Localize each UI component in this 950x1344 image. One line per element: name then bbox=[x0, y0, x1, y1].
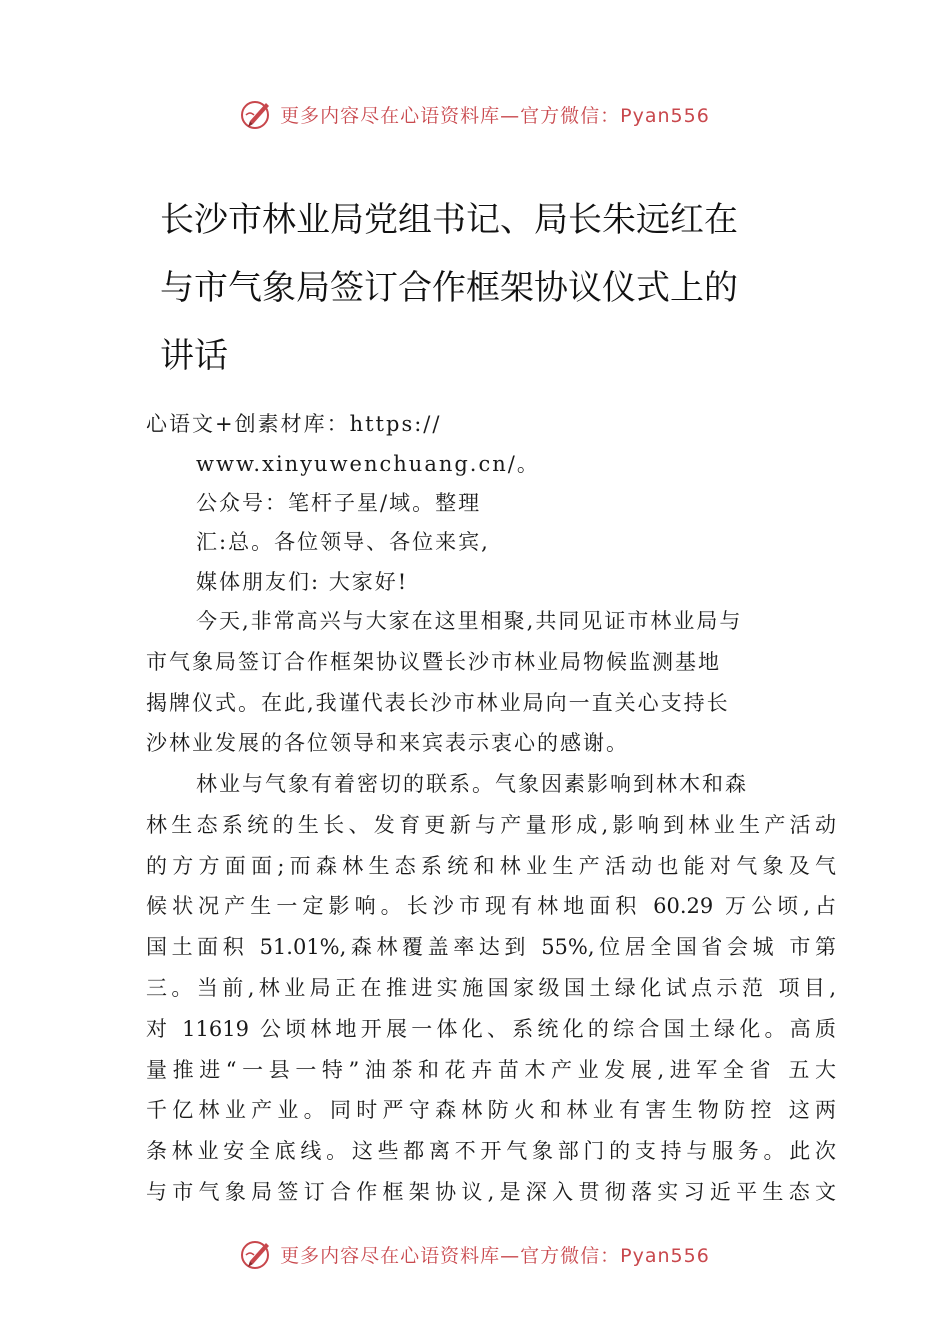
body-paragraph bbox=[146, 601, 836, 764]
pen-writing-logo-icon bbox=[240, 1237, 274, 1271]
paragraph-line: 候状况产生一定影响。长沙市现有林地面积 60.29 万公顷,占 bbox=[146, 894, 836, 919]
paragraph-line: 市气象局签订合作框架协议暨长沙市林业局物候监测基地 bbox=[146, 649, 721, 674]
footer-banner-text: 更多内容尽在心语资料库—官方微信：Pyan556 bbox=[280, 1244, 710, 1267]
paragraph-line: 千亿林业产业。同时严守森林防火和林业有害生物防控 这两 bbox=[146, 1098, 836, 1123]
intro-source-line: 心语文+创素材库：https:// bbox=[146, 412, 442, 436]
pen-writing-logo-icon bbox=[240, 97, 274, 131]
paragraph-line: 条林业安全底线。这些都离不开气象部门的支持与服务。此次 bbox=[146, 1139, 836, 1164]
body-paragraph bbox=[146, 764, 836, 1213]
paragraph-line: 对 11619 公顷林地开展一体化、系统化的综合国土绿化。高质 bbox=[146, 1016, 836, 1041]
paragraph-line: 量推进“一县一特”油茶和花卉苗木产业发展,进军全省 五大 bbox=[146, 1057, 836, 1082]
footer-banner bbox=[0, 1234, 950, 1274]
paragraph-line: 沙林业发展的各位领导和来宾表示衷心的感谢。 bbox=[146, 731, 629, 756]
paragraph-line: 林生态系统的生长、发育更新与产量形成,影响到林业生产活动 bbox=[146, 812, 836, 837]
greeting-line: 汇:总。各位领导、各位来宾, bbox=[196, 530, 490, 554]
paragraph-line: 与市气象局签订合作框架协议,是深入贯彻落实习近平生态文 bbox=[146, 1179, 836, 1204]
header-banner bbox=[0, 94, 950, 134]
paragraph-line: 国土面积 51.01%,森林覆盖率达到 55%,位居全国省会城 市第 bbox=[146, 935, 836, 960]
title-line: 长沙市林业局党组书记、局长朱远红在 bbox=[160, 200, 738, 240]
title-line: 讲话 bbox=[160, 336, 228, 376]
paragraph-line: 揭牌仪式。在此,我谨代表长沙市林业局向一直关心支持长 bbox=[146, 690, 730, 715]
header-banner-text: 更多内容尽在心语资料库—官方微信：Pyan556 bbox=[280, 104, 710, 127]
intro-url-line: www.xinyuwenchuang.cn/。 bbox=[196, 452, 540, 476]
paragraph-line: 林业与气象有着密切的联系。气象因素影响到林木和森 bbox=[196, 772, 748, 796]
paragraph-line: 的方方面面;而森林生态系统和林业生产活动也能对气象及气 bbox=[146, 853, 836, 878]
paragraph-line: 今天,非常高兴与大家在这里相聚,共同见证市林业局与 bbox=[196, 609, 743, 633]
document-title bbox=[160, 186, 800, 390]
greeting-line: 媒体朋友们: 大家好! bbox=[196, 570, 409, 594]
paragraph-line: 三。当前,林业局正在推进实施国家级国土绿化试点示范 项目, bbox=[146, 975, 836, 1000]
title-line: 与市气象局签订合作框架协议仪式上的 bbox=[160, 268, 738, 308]
intro-account-line: 公众号：笔杆子星/域。整理 bbox=[196, 491, 482, 515]
